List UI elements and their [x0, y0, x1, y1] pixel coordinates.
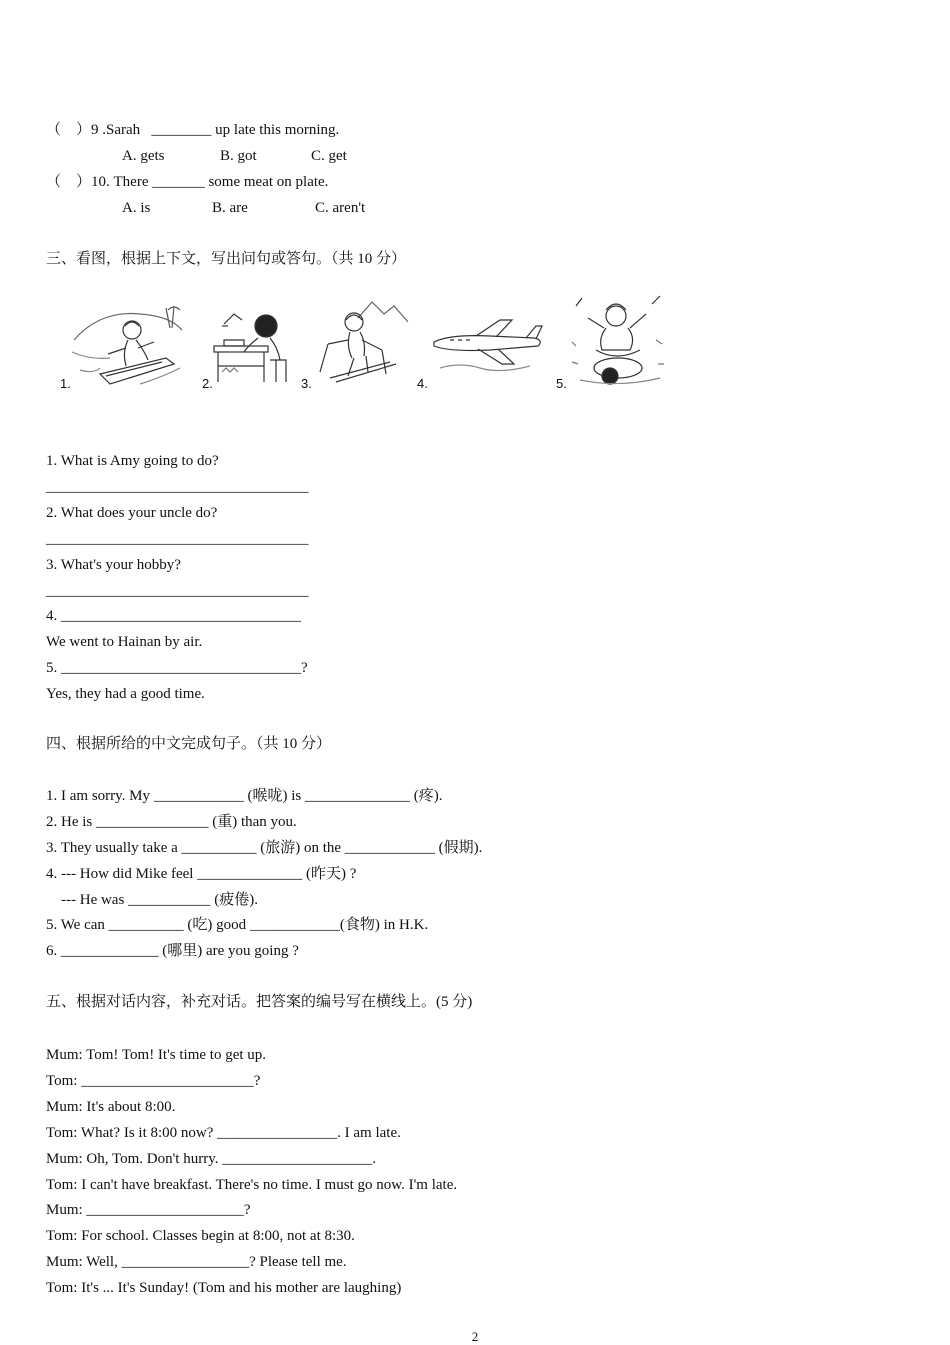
s4-item-5[interactable]: 5. We can __________ (吃) good ____________(食物) in H.K.	[46, 917, 429, 933]
picture-number-3: 3.	[301, 376, 312, 391]
question-10-stem: （ ）10. There _______ some meat on plate.	[46, 174, 329, 190]
question-9-option-a: A. gets	[122, 148, 165, 164]
s4-item-2[interactable]: 2. He is _______________ (重) than you.	[46, 814, 297, 830]
s5-line-7[interactable]: Mum: _____________________?	[46, 1202, 251, 1218]
s3-question-4-blank[interactable]: 4. ________________________________	[46, 608, 301, 624]
s5-line-1: Mum: Tom! Tom! It's time to get up.	[46, 1047, 267, 1063]
section-3-title: 三、看图，根据上下文，写出问句或答句。（共 10 分）	[46, 251, 407, 267]
question-10-option-b: B. are	[212, 200, 248, 216]
s3-question-1: 1. What is Amy going to do?	[46, 453, 219, 469]
s3-question-3: 3. What's your hobby?	[46, 557, 181, 573]
question-9-option-c: C. get	[311, 148, 347, 164]
picture-desk-work	[210, 306, 292, 388]
s3-answer-line-3[interactable]: ___________________________________	[46, 583, 309, 599]
s3-answer-line-1[interactable]: ___________________________________	[46, 479, 309, 495]
s5-line-8: Tom: For school. Classes begin at 8:00, not at 8:30.	[46, 1228, 355, 1244]
picture-number-2: 2.	[202, 376, 213, 391]
question-9-stem: （ ）9 .Sarah ________ up late this morning.	[46, 122, 340, 138]
question-9-option-b: B. got	[220, 148, 257, 164]
s3-answer-line-2[interactable]: ___________________________________	[46, 531, 309, 547]
s5-line-9[interactable]: Mum: Well, _________________? Please tell me.	[46, 1254, 347, 1270]
picture-number-5: 5.	[556, 376, 567, 391]
s5-line-5[interactable]: Mum: Oh, Tom. Don't hurry. ____________________.	[46, 1151, 376, 1167]
s3-question-5-blank[interactable]: 5. ________________________________?	[46, 660, 308, 676]
picture-row	[56, 292, 676, 396]
section-4-title: 四、根据所给的中文完成句子。（共 10 分）	[46, 736, 332, 752]
s5-line-6: Tom: I can't have breakfast. There's no time. I must go now. I'm late.	[46, 1177, 458, 1193]
picture-number-1: 1.	[60, 376, 71, 391]
picture-airplane	[430, 316, 548, 380]
s5-line-10: Tom: It's ... It's Sunday! (Tom and his mother are laughing)	[46, 1280, 402, 1296]
s5-line-4[interactable]: Tom: What? Is it 8:00 now? ________________. I am late.	[46, 1125, 401, 1141]
picture-skiing	[314, 298, 410, 384]
s3-question-2: 2. What does your uncle do?	[46, 505, 218, 521]
s4-item-6[interactable]: 6. _____________ (哪里) are you going ?	[46, 943, 299, 959]
picture-happy-girl	[566, 292, 668, 388]
s5-line-2[interactable]: Tom: _______________________?	[46, 1073, 261, 1089]
question-10-option-c: C. aren't	[315, 200, 366, 216]
s4-item-4[interactable]: 4. --- How did Mike feel ______________ (昨天) ?	[46, 866, 357, 882]
s5-line-3: Mum: It's about 8:00.	[46, 1099, 176, 1115]
s4-item-4-reply[interactable]: --- He was ___________ (疲倦).	[46, 892, 259, 908]
s3-answer-4: We went to Hainan by air.	[46, 634, 203, 650]
section-5-title: 五、根据对话内容，补充对话。把答案的编号写在横线上。(5 分)	[46, 994, 473, 1010]
s4-item-3[interactable]: 3. They usually take a __________ (旅游) on the ____________ (假期).	[46, 840, 483, 856]
s3-answer-5: Yes, they had a good time.	[46, 686, 205, 702]
s4-item-1[interactable]: 1. I am sorry. My ____________ (喉咙) is ______________ (疼).	[46, 788, 443, 804]
page-number: 2	[471, 1329, 479, 1344]
question-10-option-a: A. is	[122, 200, 151, 216]
picture-boating	[70, 300, 186, 386]
picture-number-4: 4.	[417, 376, 428, 391]
